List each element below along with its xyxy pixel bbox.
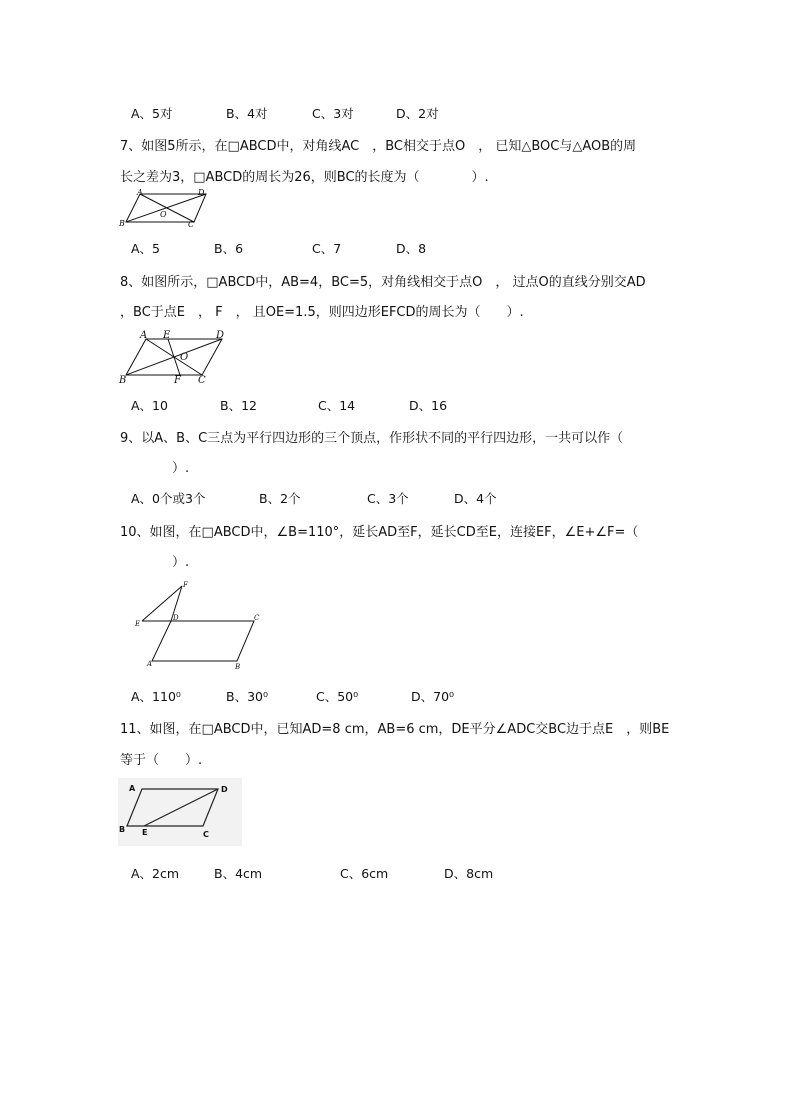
q11-option-c: C、6cm	[340, 866, 389, 881]
q8-label-d: D	[216, 330, 225, 341]
q7-line-1: 7、如图5所示，在□ABCD中，对角线AC ，BC相交于点O ， 已知△BOC与△AOB的周	[120, 139, 637, 154]
q10-label-a: A	[147, 660, 153, 668]
q7-label-a: A	[137, 188, 143, 197]
q11-label-b: B	[119, 825, 126, 834]
q11-option-b: B、4cm	[214, 866, 263, 881]
q8-label-c: C	[198, 375, 206, 386]
q8-label-f: F	[174, 375, 181, 386]
q9-option-d: D、4个	[454, 491, 497, 506]
q10-option-a: A、110⁰	[131, 689, 181, 704]
q11-label-d: D	[221, 785, 228, 794]
q7-figure	[118, 188, 213, 228]
q7-option-d: D、8	[396, 241, 427, 256]
q8-label-b: B	[119, 375, 127, 386]
q11-line-2: 等于（ ）.	[120, 753, 203, 768]
q11-label-a: A	[129, 784, 136, 793]
q6-option-d: D、2对	[396, 106, 439, 121]
q7-line-2: 长之差为3，□ABCD的周长为26，则BC的长度为（ ）.	[120, 170, 489, 185]
q10-label-d: D	[173, 614, 179, 622]
q10-label-b: B	[235, 663, 241, 671]
q7-label-b: B	[119, 219, 125, 228]
q8-label-e: E	[163, 330, 171, 341]
q8-option-d: D、16	[409, 398, 448, 413]
q11-figure	[118, 778, 242, 846]
q11-label-e: E	[142, 828, 148, 837]
q10-label-e: E	[135, 620, 141, 628]
q7-label-d: D	[198, 188, 205, 197]
q9-option-c: C、3个	[367, 491, 409, 506]
q9-line-2: ）.	[172, 461, 190, 476]
q8-figure	[118, 329, 230, 385]
q10-line-1: 10、如图，在□ABCD中，∠B=110°，延长AD至F，延长CD至E，连接EF，∠E+∠F=（	[120, 525, 639, 540]
q6-option-b: B、4对	[226, 106, 268, 121]
q10-option-b: B、30⁰	[226, 689, 268, 704]
q10-label-c: C	[254, 614, 260, 622]
q10-figure	[130, 578, 265, 673]
q6-option-a: A、5对	[131, 106, 173, 121]
q11-line-1: 11、如图，在□ABCD中，已知AD=8 cm，AB=6 cm，DE平分∠ADC交BC边于点E ，则BE	[120, 722, 670, 737]
q7-label-o: O	[160, 210, 167, 219]
q8-option-c: C、14	[318, 398, 356, 413]
q7-option-a: A、5	[131, 241, 161, 256]
q7-label-c: C	[188, 220, 195, 229]
q6-option-c: C、3对	[312, 106, 354, 121]
q10-line-2: ）.	[172, 555, 190, 570]
q8-option-b: B、12	[220, 398, 257, 413]
q11-label-c: C	[203, 830, 209, 839]
q8-line-1: 8、如图所示，□ABCD中，AB=4，BC=5，对角线相交于点O ， 过点O的直线分别交AD	[120, 275, 646, 290]
q9-option-a: A、0个或3个	[131, 491, 206, 506]
q7-option-b: B、6	[214, 241, 244, 256]
q11-option-a: A、2cm	[131, 866, 180, 881]
q10-label-f: F	[183, 581, 188, 589]
q11-option-d: D、8cm	[444, 866, 494, 881]
q9-line-1: 9、以A、B、C三点为平行四边形的三个顶点，作形状不同的平行四边形，一共可以作（	[120, 431, 624, 446]
q10-option-c: C、50⁰	[316, 689, 359, 704]
q8-label-o: O	[180, 352, 189, 363]
q7-option-c: C、7	[312, 241, 342, 256]
q10-option-d: D、70⁰	[411, 689, 455, 704]
q8-label-a: A	[140, 330, 148, 341]
q9-option-b: B、2个	[259, 491, 301, 506]
q8-line-2: ，BC于点E ， F ， 且OE=1.5，则四边形EFCD的周长为（ ）.	[120, 305, 524, 320]
q8-option-a: A、10	[131, 398, 168, 413]
